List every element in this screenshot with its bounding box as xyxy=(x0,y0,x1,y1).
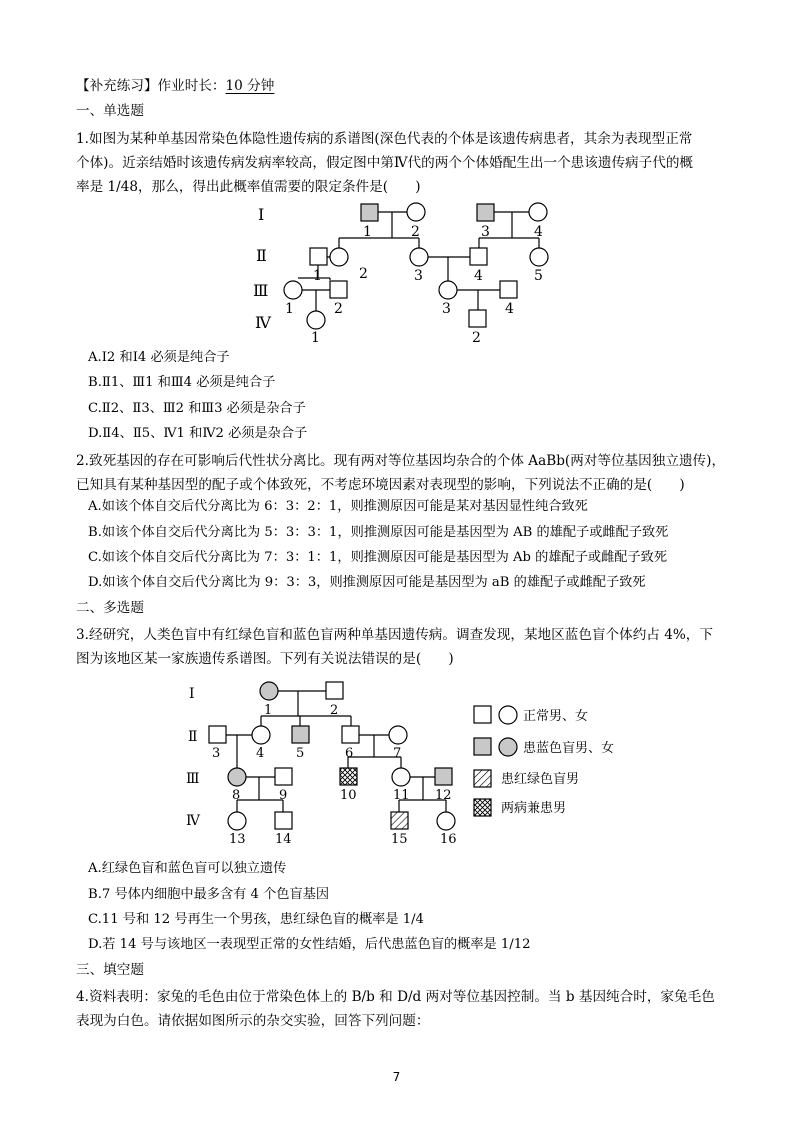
q4-stem xyxy=(76,985,726,1033)
q3-id: 11 xyxy=(393,788,410,803)
q3-option-a: A.红绿色盲和蓝色盲可以独立遗传 xyxy=(88,861,287,876)
q1-stem-line: 个体)。近亲结婚时该遗传病发病率较高，假定图中第Ⅳ代的两个个体婚配生出一个患该遗传病子代的概 xyxy=(76,155,694,171)
q3-4-female xyxy=(252,726,270,744)
q3-id: 16 xyxy=(440,832,457,847)
assignment-header xyxy=(76,76,274,96)
q2-stem xyxy=(76,449,726,497)
q1-id: 4 xyxy=(534,224,543,240)
header-duration: 10 分钟 xyxy=(225,78,275,94)
q1-gen-label: Ⅳ xyxy=(255,313,271,332)
q3-gen-label: Ⅱ xyxy=(188,729,198,745)
legend-both-male-icon xyxy=(474,799,491,816)
q3-14-male xyxy=(275,812,292,829)
q3-gen-label: Ⅰ xyxy=(189,686,195,702)
q1-iii4-male xyxy=(500,281,517,298)
q1-i4-female xyxy=(529,203,547,221)
q3-pedigree-chart xyxy=(0,675,793,850)
q3-7-female xyxy=(389,726,407,744)
legend-normal-label: 正常男、女 xyxy=(523,709,589,724)
q3-gen-label: Ⅲ xyxy=(186,771,200,787)
q3-12-affected-male xyxy=(435,768,452,785)
legend-blue-male-icon xyxy=(474,738,491,755)
q1-i3-affected-male xyxy=(477,204,494,221)
q3-id: 4 xyxy=(256,746,265,761)
q3-2-male xyxy=(326,682,343,699)
q1-option-a: A.Ⅰ2 和Ⅰ4 必须是纯合子 xyxy=(88,350,230,365)
q3-9-male xyxy=(275,768,292,785)
q1-ii1-male xyxy=(310,248,327,265)
q1-ii4-male xyxy=(470,248,487,265)
header-prefix: 【补充练习】作业时长： xyxy=(76,78,226,94)
q3-16-female xyxy=(437,812,455,830)
q1-iii2-male xyxy=(330,281,347,298)
q1-gen-label: Ⅱ xyxy=(256,246,267,265)
q1-iv2-male xyxy=(469,310,486,327)
q1-ii3-female xyxy=(410,248,428,266)
q3-id: 2 xyxy=(330,703,339,718)
q3-15-redgreen-male xyxy=(391,812,408,829)
q1-id: 2 xyxy=(359,266,368,282)
q1-id: 1 xyxy=(285,301,294,317)
q3-stem-line: 3.经研究，人类色盲中有红绿色盲和蓝色盲两种单基因遗传病。调查发现，某地区蓝色盲个体约占 4%，下 xyxy=(76,627,713,643)
q3-gen-label: Ⅳ xyxy=(186,813,200,829)
q2-stem-line: 2.致死基因的存在可影响后代性状分离比。现有两对等位基因均杂合的个体 AaBb(两对等位基因独立遗传)， xyxy=(76,453,726,469)
q1-option-b: B.Ⅱ1、Ⅲ1 和Ⅲ4 必须是纯合子 xyxy=(88,375,276,390)
q3-id: 3 xyxy=(212,746,221,761)
q1-ii2-female xyxy=(330,248,348,266)
legend-normal-male-icon xyxy=(474,706,491,723)
q1-id: 3 xyxy=(442,301,451,317)
q1-option-d: D.Ⅱ4、Ⅱ5、Ⅳ1 和Ⅳ2 必须是杂合子 xyxy=(88,426,308,441)
q3-id: 7 xyxy=(393,746,402,761)
q1-stem xyxy=(76,127,726,199)
q1-pedigree-chart xyxy=(0,195,793,355)
q3-option-d: D.若 14 号与该地区一表现型正常的女性结婚，后代患蓝色盲的概率是 1/12 xyxy=(88,937,531,952)
q1-gen-label: Ⅲ xyxy=(253,281,269,300)
q1-iv1-female xyxy=(307,311,325,329)
q1-stem-line: 1.如图为某种单基因常染色体隐性遗传病的系谱图(深色代表的个体是该遗传病患者，其余为表现型正常 xyxy=(76,131,693,147)
legend-normal-female-icon xyxy=(499,706,517,724)
q3-5-affected-male xyxy=(292,726,309,743)
q1-id: 5 xyxy=(534,268,543,284)
q3-6-male xyxy=(342,726,359,743)
q4-stem-line: 表现为白色。请依据如图所示的杂交实验，回答下列问题： xyxy=(76,1013,430,1029)
q3-id: 6 xyxy=(345,746,354,761)
q1-id: 4 xyxy=(505,301,514,317)
q3-id: 14 xyxy=(275,832,292,847)
q1-ii5-female xyxy=(530,248,548,266)
legend-redgreen-label: 患红绿色盲男 xyxy=(501,772,580,787)
q3-id: 13 xyxy=(229,832,246,847)
q1-iii1-female xyxy=(284,281,302,299)
q1-i2-female xyxy=(407,203,425,221)
section-single-choice: 一、单选题 xyxy=(76,103,144,119)
q3-stem-line: 图为该地区某一家族遗传系谱图。下列有关说法错误的是( ) xyxy=(76,651,454,667)
q4-stem-line: 4.资料表明：家兔的毛色由位于常染色体上的 B/b 和 D/d 两对等位基因控制。当 b 基因纯合时，家兔毛色 xyxy=(76,989,715,1005)
q3-3-male xyxy=(209,726,226,743)
legend-both-label: 两病兼患男 xyxy=(501,801,567,816)
q1-id: 1 xyxy=(313,268,322,284)
q2-option-a: A.如该个体自交后代分离比为 6：3：2：1，则推测原因可能是某对基因显性纯合致死 xyxy=(88,499,588,514)
q1-id: 2 xyxy=(334,301,343,317)
q3-1-affected-female xyxy=(260,682,278,700)
q2-stem-line: 已知具有某种基因型的配子或个体致死，不考虑环境因素对表现型的影响，下列说法不正确的是( ) xyxy=(76,477,685,493)
q1-i1-affected-male xyxy=(361,204,378,221)
q3-11-female xyxy=(392,768,410,786)
section-fill-blank: 三、填空题 xyxy=(76,962,144,978)
q2-option-c: C.如该个体自交后代分离比为 7：3：1：1，则推测原因可能是基因型为 Ab 的雄配子或雌配子致死 xyxy=(88,550,668,565)
page-number: 7 xyxy=(392,1070,401,1084)
q1-id: 1 xyxy=(363,224,372,240)
q1-stem-line: 率是 1/48，那么，得出此概率值需要的限定条件是( ) xyxy=(76,179,421,195)
section-multiple-choice: 二、多选题 xyxy=(76,600,144,616)
q1-iii3-female xyxy=(439,281,457,299)
q3-id: 10 xyxy=(340,788,357,803)
q1-id: 2 xyxy=(411,224,420,240)
q1-gen-label: Ⅰ xyxy=(258,205,265,224)
q1-id: 2 xyxy=(472,330,481,346)
q3-id: 1 xyxy=(264,703,273,718)
q3-id: 8 xyxy=(232,788,241,803)
legend-redgreen-male-icon xyxy=(474,770,491,787)
q2-option-b: B.如该个体自交后代分离比为 5：3：3：1，则推测原因可能是基因型为 AB 的雄配子或雌配子致死 xyxy=(88,525,669,540)
q2-option-d: D.如该个体自交后代分离比为 9：3：3，则推测原因可能是基因型为 aB 的雄配子或雌配子致死 xyxy=(88,575,646,590)
q1-option-c: C.Ⅱ2、Ⅱ3、Ⅲ2 和Ⅲ3 必须是杂合子 xyxy=(88,401,306,416)
q1-id: 1 xyxy=(311,330,320,346)
q3-id: 5 xyxy=(296,746,305,761)
legend-blue-female-icon xyxy=(499,738,517,756)
q3-10-both-diseases-male xyxy=(340,768,357,785)
q1-id: 4 xyxy=(474,268,483,284)
q3-id: 15 xyxy=(391,832,408,847)
q1-id: 3 xyxy=(414,268,423,284)
q3-8-affected-female xyxy=(228,768,246,786)
q3-13-female xyxy=(228,812,246,830)
legend-blue-label: 患蓝色盲男、女 xyxy=(523,741,615,756)
q3-id: 9 xyxy=(279,788,288,803)
q3-id: 12 xyxy=(435,788,452,803)
q1-id: 3 xyxy=(481,224,490,240)
q3-stem xyxy=(76,623,726,671)
q3-option-c: C.11 号和 12 号再生一个男孩，患红绿色盲的概率是 1/4 xyxy=(88,912,424,927)
q3-option-b: B.7 号体内细胞中最多含有 4 个色盲基因 xyxy=(88,887,330,902)
